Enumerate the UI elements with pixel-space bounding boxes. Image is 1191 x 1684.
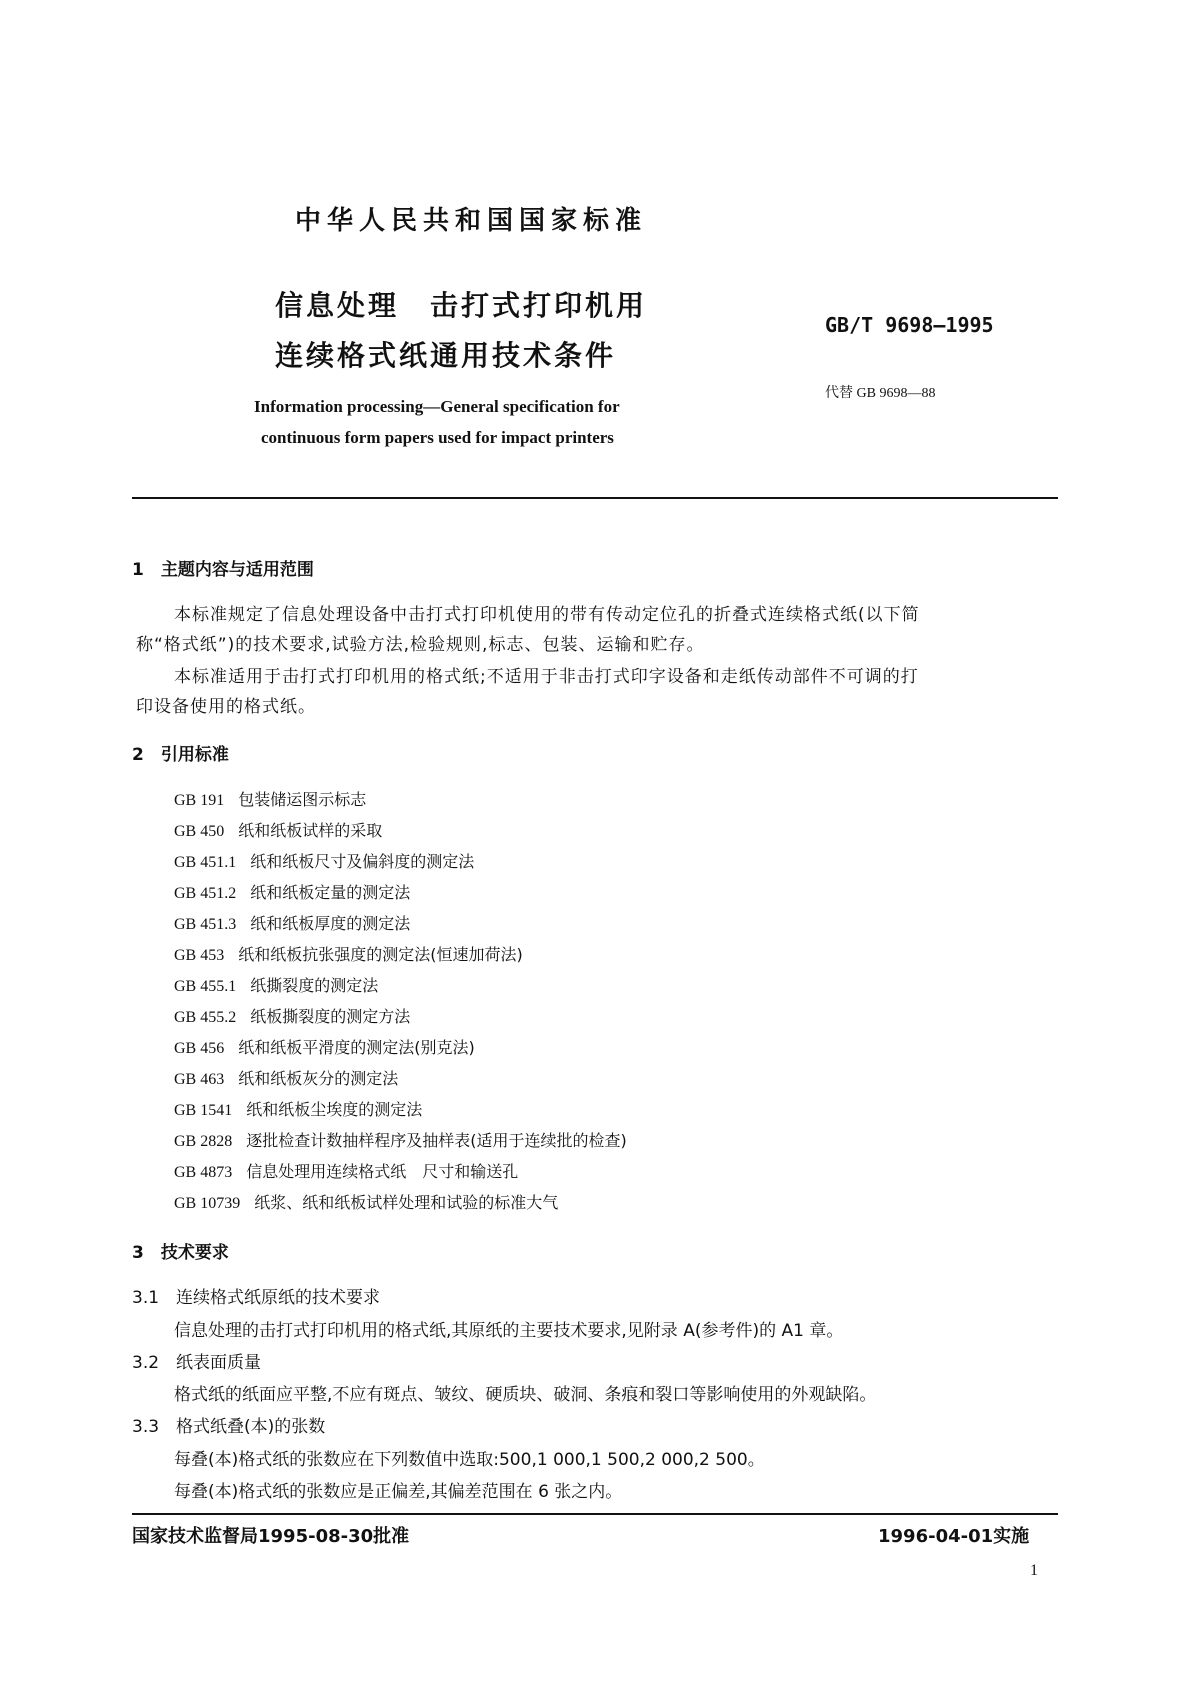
reference-code: GB 456 bbox=[174, 1040, 225, 1057]
reference-title: 纸和纸板尘埃度的测定法 bbox=[246, 1100, 423, 1119]
reference-title: 纸板撕裂度的测定方法 bbox=[250, 1007, 411, 1026]
section3-2-text: 格式纸的纸面应平整,不应有斑点、皱纹、硬质块、破洞、条痕和裂口等影响使用的外观缺陷。 bbox=[174, 1385, 877, 1405]
reference-item bbox=[174, 818, 382, 841]
reference-title: 包装储运图示标志 bbox=[238, 790, 367, 809]
reference-code: GB 4873 bbox=[174, 1164, 233, 1181]
reference-code: GB 2828 bbox=[174, 1133, 233, 1150]
section3-1-text: 信息处理的击打式打印机用的格式纸,其原纸的主要技术要求,见附录 A(参考件)的 A1 章。 bbox=[174, 1321, 844, 1341]
section1-paragraph1-line1: 本标准规定了信息处理设备中击打式打印机使用的带有传动定位孔的折叠式连续格式纸(以下简 bbox=[174, 605, 920, 625]
reference-item bbox=[174, 1190, 558, 1213]
reference-title: 纸浆、纸和纸板试样处理和试验的标准大气 bbox=[254, 1193, 559, 1212]
national-standard-label: 中华人民共和国国家标准 bbox=[295, 206, 648, 236]
reference-title: 纸和纸板厚度的测定法 bbox=[250, 914, 411, 933]
section3-1-heading: 3.1 连续格式纸原纸的技术要求 bbox=[132, 1288, 381, 1308]
section3-2-heading: 3.2 纸表面质量 bbox=[132, 1353, 262, 1373]
reference-title: 纸和纸板抗张强度的测定法(恒速加荷法) bbox=[238, 945, 523, 964]
section3-3-text1: 每叠(本)格式纸的张数应在下列数值中选取:500,1 000,1 500,2 000,2 500。 bbox=[174, 1450, 765, 1470]
implementation-date: 1996-04-01实施 bbox=[878, 1526, 1030, 1547]
reference-item bbox=[174, 1159, 518, 1182]
reference-item bbox=[174, 849, 474, 872]
reference-item bbox=[174, 1066, 398, 1089]
reference-item bbox=[174, 1097, 422, 1120]
reference-code: GB 1541 bbox=[174, 1102, 233, 1119]
reference-title: 纸和纸板尺寸及偏斜度的测定法 bbox=[250, 852, 475, 871]
reference-item bbox=[174, 973, 378, 996]
english-title-line1: Information processing—General specification for bbox=[254, 397, 620, 416]
reference-code: GB 10739 bbox=[174, 1195, 241, 1212]
reference-item bbox=[174, 1035, 475, 1058]
reference-code: GB 463 bbox=[174, 1071, 225, 1088]
section1-paragraph2-line1: 本标准适用于击打式打印机用的格式纸;不适用于非击打式印字设备和走纸传动部件不可调的打 bbox=[174, 667, 919, 687]
reference-title: 纸和纸板灰分的测定法 bbox=[238, 1069, 399, 1088]
reference-item bbox=[174, 942, 523, 965]
footer-divider bbox=[132, 1513, 1058, 1515]
reference-code: GB 191 bbox=[174, 792, 225, 809]
section1-heading: 1 主题内容与适用范围 bbox=[132, 560, 314, 580]
reference-code: GB 453 bbox=[174, 947, 225, 964]
header-divider bbox=[132, 497, 1058, 499]
reference-code: GB 451.1 bbox=[174, 854, 237, 871]
english-title-line2: continuous form papers used for impact printers bbox=[261, 428, 614, 447]
reference-code: GB 455.1 bbox=[174, 978, 237, 995]
reference-item bbox=[174, 880, 410, 903]
reference-title: 纸和纸板平滑度的测定法(别克法) bbox=[238, 1038, 475, 1057]
section2-heading: 2 引用标准 bbox=[132, 745, 229, 765]
reference-item bbox=[174, 1004, 410, 1027]
section1-paragraph2-line2: 印设备使用的格式纸。 bbox=[136, 697, 316, 717]
standard-number: GB/T 9698—1995 bbox=[825, 313, 994, 337]
reference-title: 纸撕裂度的测定法 bbox=[250, 976, 379, 995]
section3-3-heading: 3.3 格式纸叠(本)的张数 bbox=[132, 1417, 326, 1437]
reference-title: 纸和纸板定量的测定法 bbox=[250, 883, 411, 902]
reference-code: GB 450 bbox=[174, 823, 225, 840]
reference-title: 逐批检查计数抽样程序及抽样表(适用于连续批的检查) bbox=[246, 1131, 627, 1150]
section3-3-text2: 每叠(本)格式纸的张数应是正偏差,其偏差范围在 6 张之内。 bbox=[174, 1482, 623, 1502]
reference-item bbox=[174, 787, 366, 810]
reference-item bbox=[174, 911, 410, 934]
replaces-standard: 代替 GB 9698—88 bbox=[825, 386, 936, 401]
section1-paragraph1-line2: 称“格式纸”)的技术要求,试验方法,检验规则,标志、包装、运输和贮存。 bbox=[136, 635, 705, 655]
section3-heading: 3 技术要求 bbox=[132, 1243, 229, 1263]
reference-title: 纸和纸板试样的采取 bbox=[238, 821, 383, 840]
approval-date: 国家技术监督局1995-08-30批准 bbox=[132, 1526, 410, 1547]
document-title-line1: 信息处理 击打式打印机用 bbox=[275, 289, 648, 322]
reference-code: GB 451.3 bbox=[174, 916, 237, 933]
page-number: 1 bbox=[1030, 1562, 1038, 1579]
reference-item bbox=[174, 1128, 627, 1151]
reference-code: GB 455.2 bbox=[174, 1009, 237, 1026]
document-title-line2: 连续格式纸通用技术条件 bbox=[275, 339, 617, 372]
reference-code: GB 451.2 bbox=[174, 885, 237, 902]
reference-title: 信息处理用连续格式纸 尺寸和输送孔 bbox=[246, 1162, 519, 1181]
